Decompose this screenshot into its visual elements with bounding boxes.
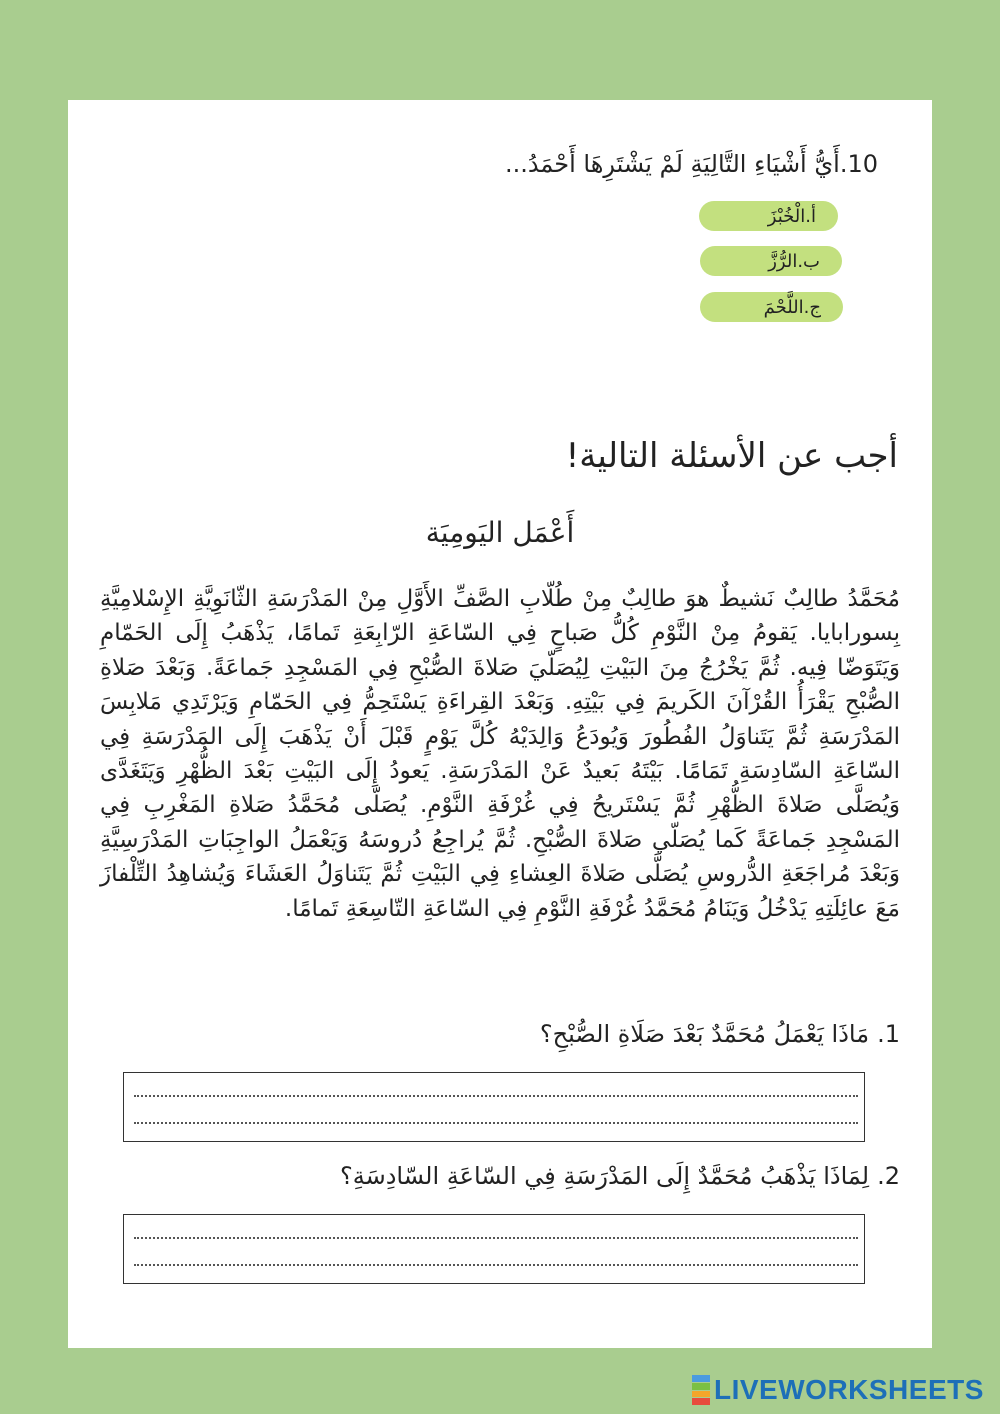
answer-line: [134, 1237, 858, 1239]
question-2-text: لِمَاذَا يَذْهَبُ مُحَمَّدٌ إِلَى المَدْرَسَةِ فِي السّاعَةِ السّادِسَةِ؟: [340, 1162, 870, 1190]
question-1: [540, 1020, 900, 1048]
question-10-number: 10.: [839, 150, 878, 178]
story-paragraph: مُحَمَّدُ طالِبٌ نَشيطٌ هوَ طالِبٌ مِنْ طُلّابِ الصَّفِّ الأَوَّلِ مِنْ المَدْرَسَةِ الثّانَوِيَّةِ الإِسْلامِيَّةِ بِسورابايا. يَقومُ مِنْ النَّوْمِ كُلُّ صَباحٍ فِي السّاعَةِ الرّابِعَةِ تَمامًا، يَذْهَبُ إِلَى الحَمّامِ وَيَتَوَضّا فِيه. ثُمَّ يَخْرُجُ مِنَ البَيْتِ لِيُصَلّيَ صَلاةَ الصُّبْحِ فِي المَسْجِدِ جَماعَةً. وَبَعْدَ صَلاةِ الصُّبْحِ يَقْرَأُ القُرْآنَ الكَريمَ فِي بَيْتِهِ. وَبَعْدَ القِراءَةِ يَسْتَحِمُّ فِي الحَمّامِ وَيَرْتَدِي مَلابِسَ المَدْرَسَةِ ثُمَّ يَتَناوَلُ الفُطُورَ وَيُودَعُ وَالِدَيْهُ كُلَّ يَوْمٍ قَبْلَ أَنْ يَذْهَبَ إِلَى المَدْرَسَةِ فِي السّاعَةِ السّادِسَةِ تَمَامًا. بَيْتَهُ بَعيدٌ عَنْ المَدْرَسَةِ. يَعودُ إِلَى البَيْتِ بَعْدَ الظُّهْرِ وَيَتَغَدَّى وَيُصَلَّى صَلاةَ الظُّهْرِ ثُمَّ يَسْتَريحُ فِي غُرْفَةِ النَّوْمِ. يُصَلّى مُحَمَّدُ صَلاةِ المَغْرِبِ فِي المَسْجِدِ جَماعَةً كَما يُصَلّي صَلاةَ الصُّبْحِ. ثُمَّ يُراجِعُ دُروسَهُ وَيَعْمَلُ الواجِبَاتِ المَدْرَسِيَّةِ وَبَعْدَ مُراجَعَةِ الدُّروسِ يُصَلَّى صَلاةَ العِشاءِ فِي البَيْتِ ثُمَّ يَتَناوَلُ العَشَاءَ وَيُشاهِدُ التِّلْفازَ مَعَ عائِلَتِهِ يَدْخُلُ وَيَنَامُ مُحَمَّدُ غُرْفَةِ النَّوْمِ فِي السّاعَةِ التّاسِعَةِ تَمامًا.: [100, 586, 900, 922]
question-10: [505, 150, 878, 178]
liveworksheets-logo-icon: [692, 1375, 710, 1405]
option-a-label: أ.الْخُبْزَ: [767, 205, 816, 227]
answer-box-1[interactable]: [123, 1072, 865, 1142]
option-a[interactable]: [699, 201, 838, 231]
story-title: أَعْمَل اليَومِيَة: [425, 516, 575, 549]
option-b[interactable]: [700, 246, 842, 276]
question-1-text: مَاذَا يَعْمَلُ مُحَمَّدٌ بَعْدَ صَلَاةِ الصُّبْحِ؟: [539, 1020, 870, 1048]
question-2-number: 2.: [877, 1162, 900, 1190]
liveworksheets-logo: [692, 1374, 984, 1406]
answer-line: [134, 1095, 858, 1097]
answer-box-2[interactable]: [123, 1214, 865, 1284]
answer-line: [134, 1122, 858, 1124]
instruction-heading: أجب عن الأسئلة التالية!: [565, 436, 898, 476]
question-1-number: 1.: [877, 1020, 900, 1048]
option-b-label: ب.الرُّزَّ: [768, 250, 820, 272]
question-10-text: أَيُّ أَشْيَاءِ التَّالِيَةِ لَمْ يَشْتَرِهَا أَحْمَدُ...: [504, 150, 840, 178]
worksheet-page: [68, 100, 932, 1348]
liveworksheets-brand-text: LIVEWORKSHEETS: [714, 1374, 984, 1405]
answer-line: [134, 1264, 858, 1266]
question-2: [340, 1162, 900, 1190]
option-c[interactable]: [700, 292, 843, 322]
option-c-label: ج.اللَّحْمَ: [763, 296, 821, 318]
